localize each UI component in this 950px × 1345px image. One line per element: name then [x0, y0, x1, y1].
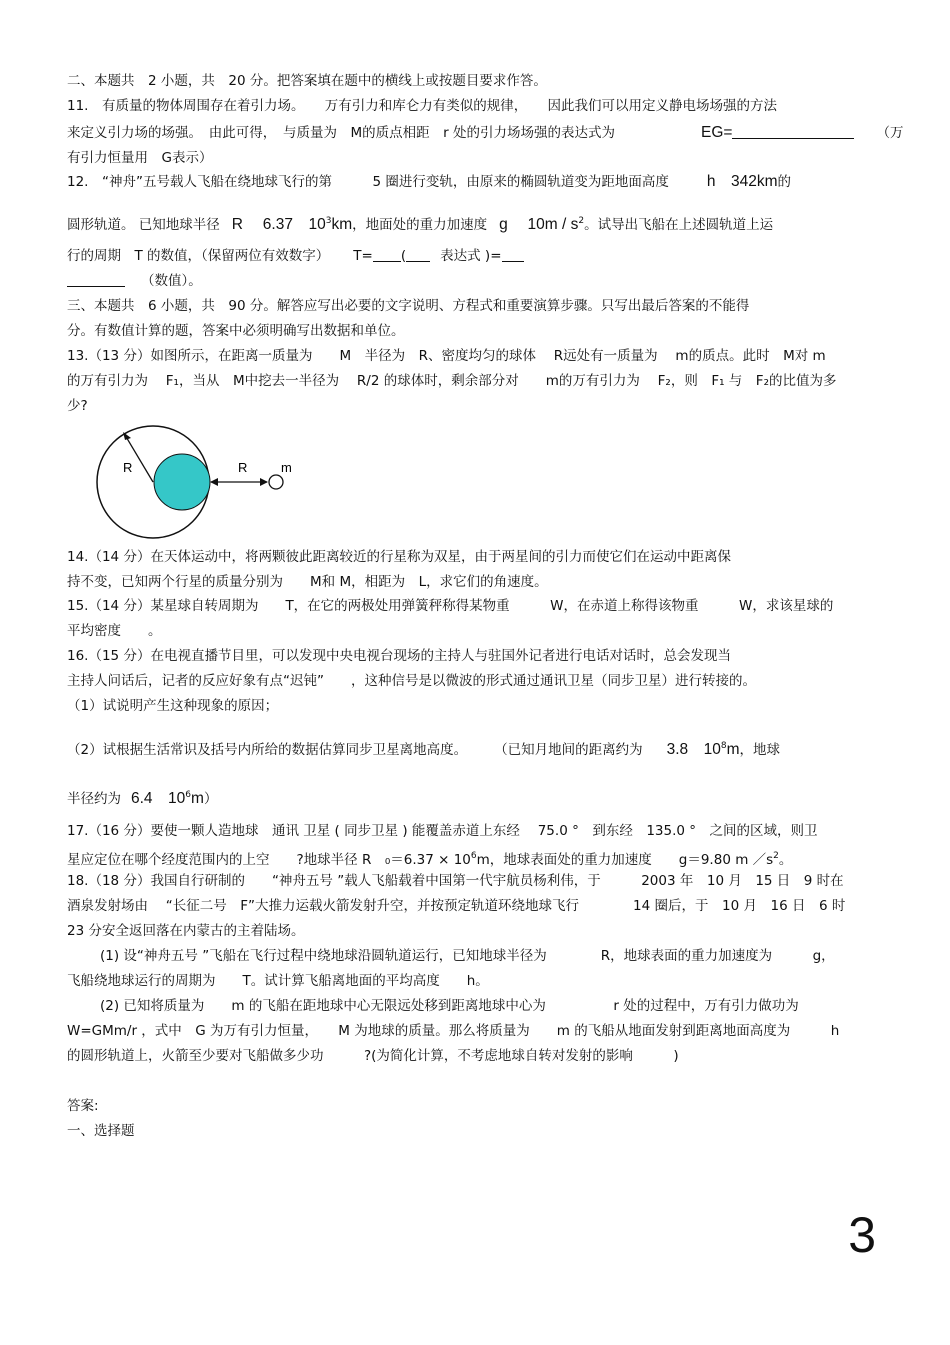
q18-line5: 飞船绕地球运行的周期为 T。试计算飞船离地面的平均高度 h。	[67, 973, 489, 989]
q16-line5a: 半径约为	[67, 791, 121, 807]
q18-line7: W=GMm/r ，式中 G 为万有引力恒量， M 为地球的质量。那么将质量为 m 的飞船从地面发射到距离地面高度为 h	[67, 1023, 840, 1039]
q16-re-unit: m	[191, 790, 204, 807]
section3-header1: 三、本题共 6 小题，共 90 分。解答应写出必要的文字说明、方程式和重要演算步骤。只写出最后答案的不能得	[67, 298, 750, 314]
q16-line3: （1）试说明产生这种现象的原因；	[67, 698, 279, 714]
q12-blank-1[interactable]	[373, 247, 401, 262]
q16-line4a: （2）试根据生活常识及括号内所给的数据估算同步卫星离地高度。 （已知月地间的距离约为	[67, 742, 643, 758]
q12-line1-text: 12. “神舟”五号载人飞船在绕地球飞行的第 5 圈进行变轨，由原来的椭圆轨道变为距地面高度	[67, 174, 669, 190]
q11-line3: 有引力恒量用 G表示）	[67, 150, 213, 166]
q18-line2: 酒泉发射场由 “长征二号 F”大推力运载火箭发射升空，并按预定轨道环绕地球飞行 14 圈后，于 10 月 16 日 6 时	[67, 898, 846, 914]
q12-line3b: T=	[353, 248, 373, 264]
q12-g-exp: 2	[578, 216, 585, 226]
q11-line1: 11. 有质量的物体周围存在着引力场。 万有引力和库仑力有类似的规律， 因此我们可以用定义静电场场强的方法	[67, 98, 777, 114]
q18-line1: 18.（18 分）我国自行研制的 “神舟五号 ”载人飞船载着中国第一代宇航员杨利伟，于 2003 年 10 月 15 日 9 时在	[67, 873, 844, 889]
q12-r-exp: 3	[325, 216, 332, 226]
section3-header2: 分。有数值计算的题，答案中必须明确写出数据和单位。	[67, 323, 405, 339]
q12-line4-text: （数值）。	[141, 273, 202, 289]
q12-line3c: (	[400, 248, 407, 264]
q16-line5b: ）	[203, 791, 218, 807]
q12-line2	[67, 212, 773, 234]
q12-line3	[67, 247, 524, 265]
page-number: 3	[848, 1207, 876, 1263]
q16-d-exp: 8	[720, 741, 727, 751]
q16-d-unit: m	[726, 741, 740, 758]
q14-line1: 14.（14 分）在天体运动中，将两颗彼此距离较近的行星称为双星，由于两星间的引力而使它们在运动中距离保	[67, 549, 731, 565]
q17-line2c: 。	[778, 852, 793, 868]
q16-line5	[67, 786, 217, 808]
q16-re-exp: 6	[185, 790, 192, 800]
q13-line2: 的万有引力为 F₁，当从 M中挖去一半径为 R/2 的球体时，剩余部分对 m的万有引力为 F₂，则 F₁ 与 F₂的比值为多	[67, 373, 837, 389]
q11-line2	[67, 124, 903, 142]
q17-line2a: 星应定位在哪个经度范围内的上空 ?地球半径 R ₀＝6.37 × 10	[67, 852, 471, 868]
q15-line2: 平均密度 。	[67, 623, 162, 639]
q18-line4: (1) 设“神舟五号 ”飞船在飞行过程中绕地球沿圆轨道运行，已知地球半径为 R，地球表面的重力加速度为 g，	[100, 948, 835, 964]
q12-line3d: 表达式 )=	[440, 248, 502, 264]
q16-line4b: ，地球	[739, 742, 781, 758]
label-distance: R	[238, 460, 248, 475]
q14-line2: 持不变，已知两个行星的质量分别为 M和 M，相距为 L，求它们的角速度。	[67, 574, 548, 590]
answers-subheading: 一、选择题	[67, 1123, 135, 1139]
q13-line3: 少?	[67, 398, 88, 414]
q18-line6: (2) 已知将质量为 m 的飞船在距地球中心无限远处移到距离地球中心为 r 处的过程中，万有引力做功为	[100, 998, 799, 1014]
q12-blank-value[interactable]	[67, 272, 125, 287]
q17-line2	[67, 847, 792, 869]
q11-answer-blank[interactable]	[732, 124, 854, 139]
q12-line1-end: 的	[777, 174, 791, 190]
q16-line2: 主持人问话后，记者的反应好象有点“迟钝” ，这种信号是以微波的形式通过通讯卫星（同步卫星）进行转接的。	[67, 673, 756, 689]
q12-line1	[67, 173, 791, 191]
q17-line1: 17.（16 分）要使一颗人造地球 通讯 卫星 ( 同步卫星 ) 能覆盖赤道上东经 75.0 ° 到东经 135.0 ° 之间的区域，则卫	[67, 823, 818, 839]
q17-exp: 6	[470, 851, 477, 861]
q12-line2b: ，地面处的重力加速度	[352, 217, 488, 233]
q12-r-unit: km	[331, 216, 353, 233]
q12-r-expr: R 6.37 10	[231, 216, 326, 233]
q12-line2a: 圆形轨道。 已知地球半径	[67, 217, 220, 233]
q11-tail: （万	[876, 125, 904, 141]
q16-d-expr: 3.8 10	[666, 741, 721, 758]
hollowed-sphere	[154, 454, 210, 510]
distance-arrowhead-left	[210, 478, 218, 486]
q12-g-expr: g 10m / s	[499, 216, 579, 233]
q11-eg: EG=	[701, 124, 733, 141]
section2-header: 二、本题共 2 小题，共 20 分。把答案填在题中的横线上或按题目要求作答。	[67, 73, 547, 89]
q18-line3: 23 分安全返回落在内蒙古的主着陆场。	[67, 923, 305, 939]
label-radius: R	[123, 460, 133, 475]
q16-line4	[67, 737, 780, 759]
q16-line1: 16.（15 分）在电视直播节目里，可以发现中央电视台现场的主持人与驻国外记者进行电话对话时，总会发现当	[67, 648, 731, 664]
q12-line2c: 。试导出飞船在上述圆轨道上运	[584, 217, 774, 233]
answers-heading: 答案:	[67, 1098, 99, 1114]
distance-arrowhead-right	[260, 478, 268, 486]
q17-exp2: 2	[773, 851, 779, 861]
q12-line4	[67, 272, 202, 290]
q12-h-expr: h 342km	[706, 173, 778, 190]
q12-blank-expr[interactable]	[406, 247, 430, 262]
label-mass: m	[281, 460, 292, 475]
q11-line2-text: 来定义引力场的场强。 由此可得， 与质量为 M的质点相距 r 处的引力场场强的表达式为	[67, 125, 615, 141]
q13-figure	[93, 423, 313, 543]
q12-line3a: 行的周期 T 的数值，（保留两位有效数字）	[67, 248, 330, 264]
q12-blank-2[interactable]	[502, 247, 524, 262]
q17-line2b: m，地球表面处的重力加速度 g＝9.80 m ／s	[476, 852, 774, 868]
q16-re-expr: 6.4 10	[131, 790, 186, 807]
q18-line8: 的圆形轨道上，火箭至少要对飞船做多少功 ?(为简化计算，不考虑地球自转对发射的影响 )	[67, 1048, 679, 1064]
point-mass	[269, 475, 283, 489]
q15-line1: 15.（14 分）某星球自转周期为 T，在它的两极处用弹簧秤称得某物重 W，在赤道上称得该物重 W，求该星球的	[67, 598, 834, 614]
q13-line1: 13.（13 分）如图所示，在距离一质量为 M 半径为 R、密度均匀的球体 R远处有一质量为 m的质点。此时 M对 m	[67, 348, 826, 364]
